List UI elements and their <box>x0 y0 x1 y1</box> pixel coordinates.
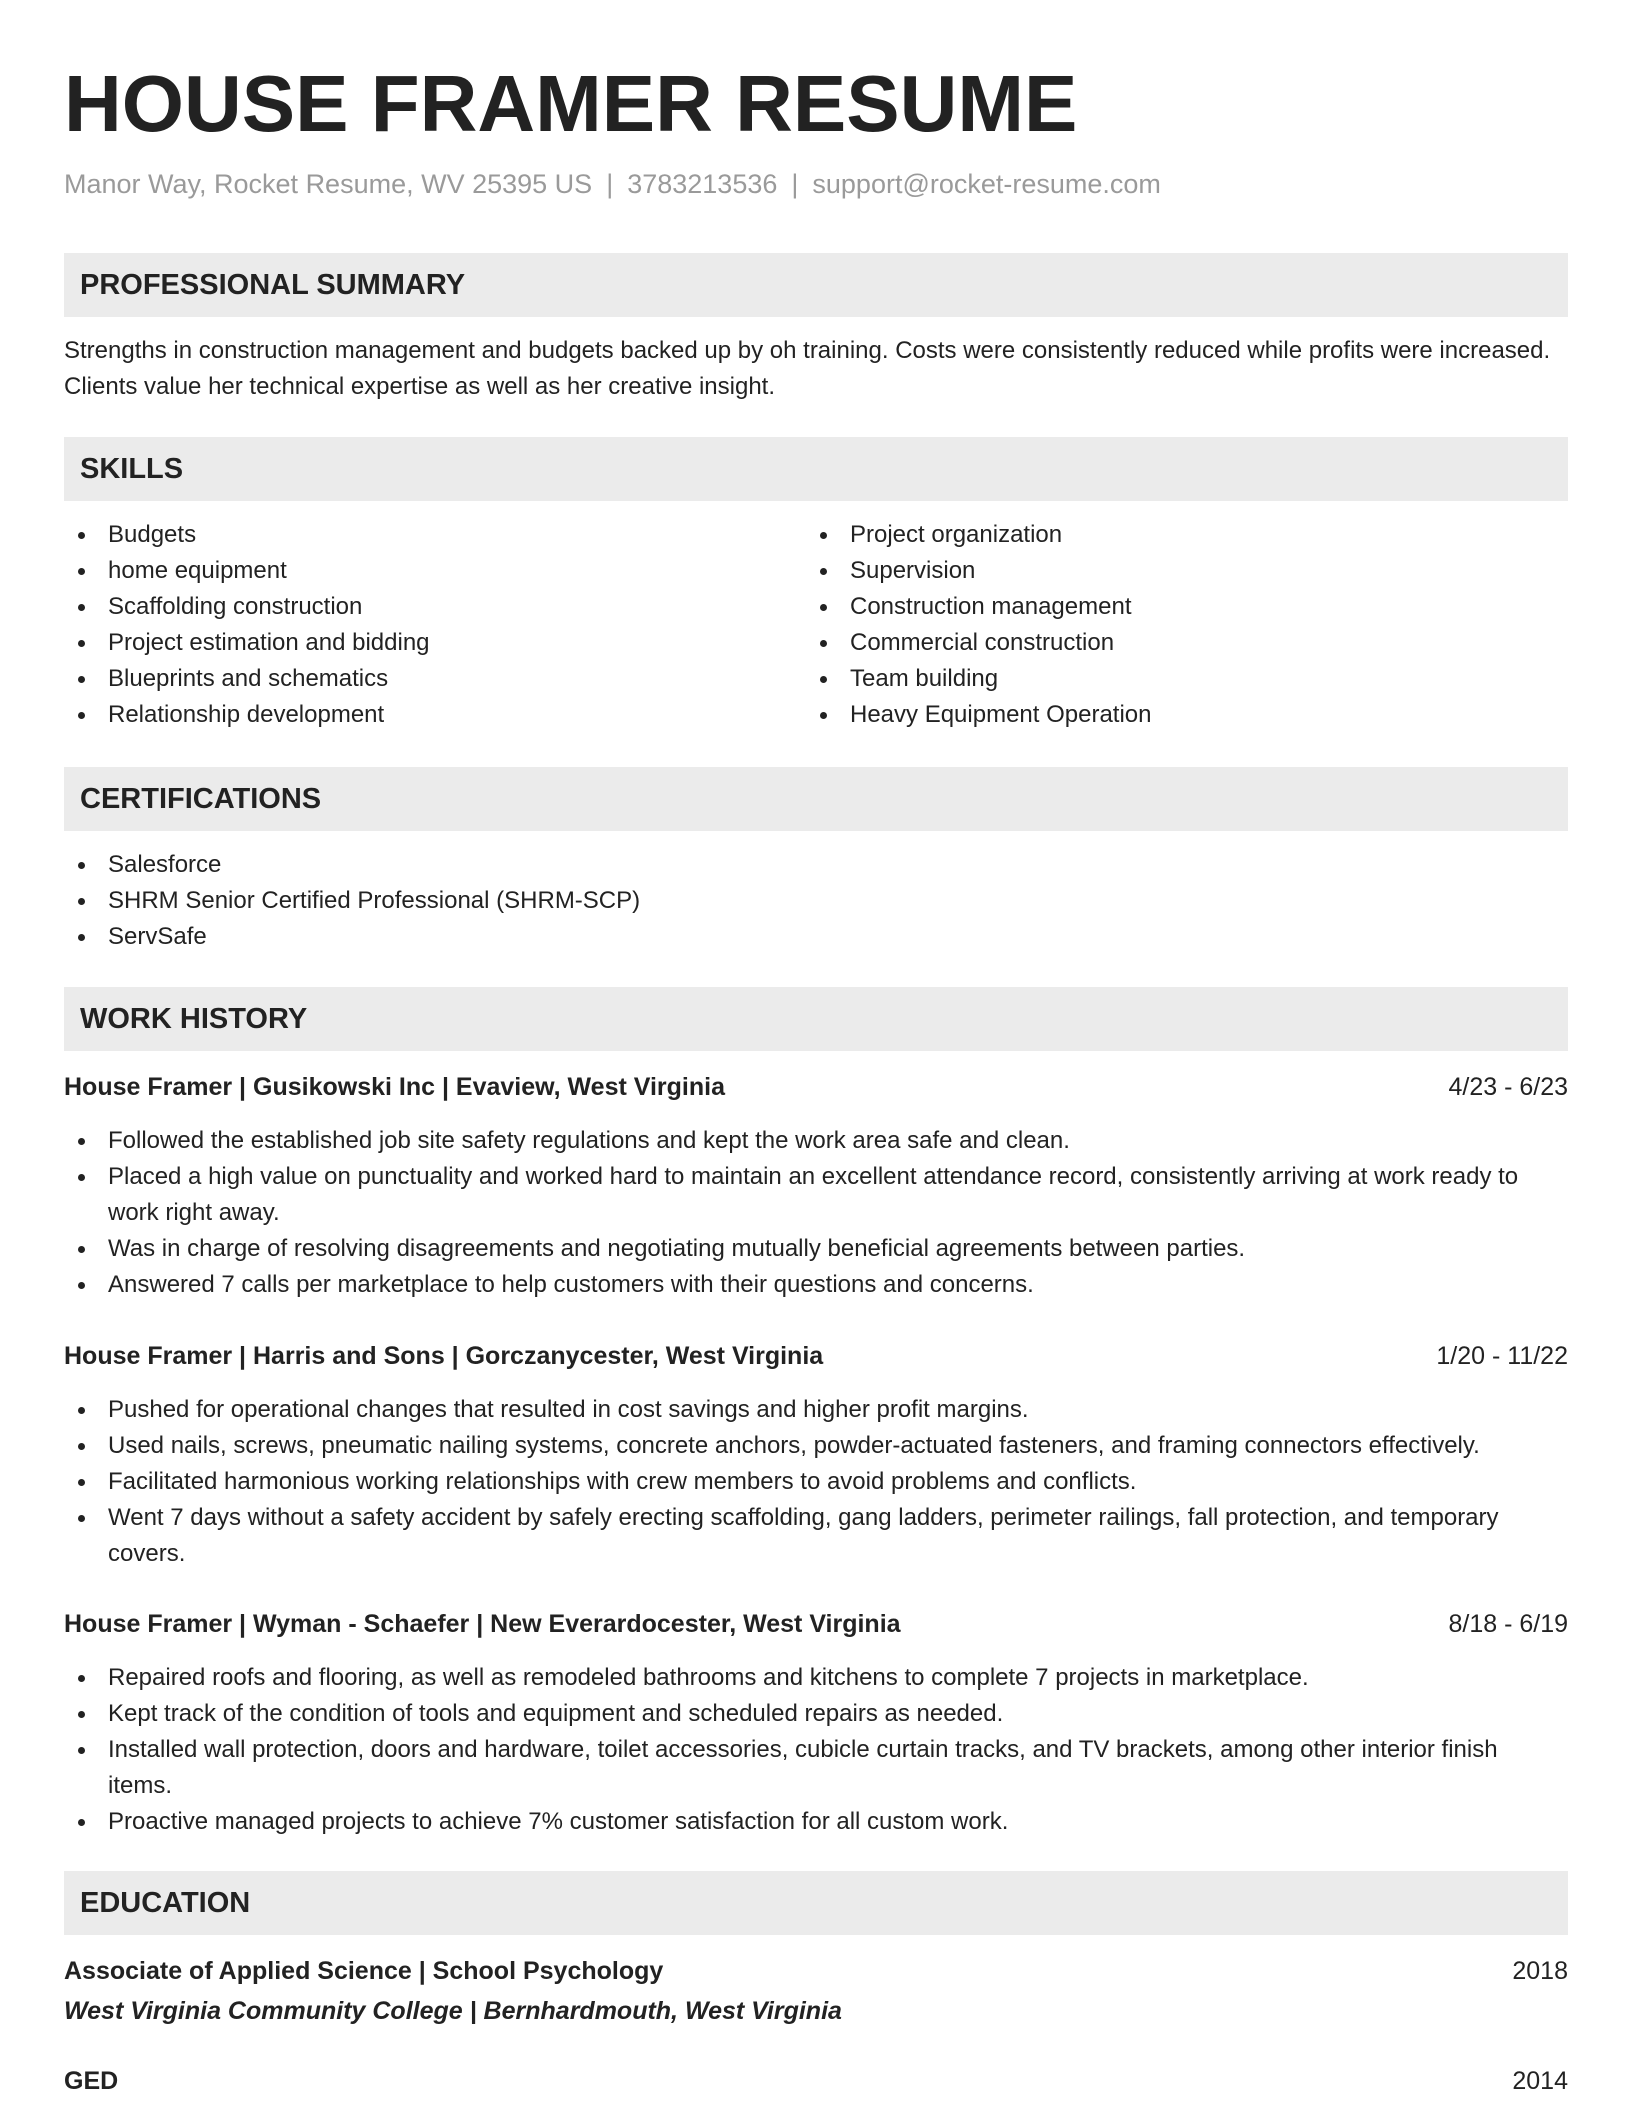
contact-separator: | <box>791 169 799 199</box>
job-bullet: Went 7 days without a safety accident by safely erecting scaffolding, gang ladders, perimeter railings, fall protection, and temporary covers. <box>64 1500 1568 1572</box>
skills-list-left <box>64 517 804 733</box>
education-year: 2014 <box>1512 2067 1568 2095</box>
job-bullet: Facilitated harmonious working relationships with crew members to avoid problems and conflicts. <box>64 1464 1568 1500</box>
job-bullet: Proactive managed projects to achieve 7% customer satisfaction for all custom work. <box>64 1804 1568 1840</box>
skill-item: Scaffolding construction <box>64 589 804 625</box>
section-title: CERTIFICATIONS <box>80 783 322 815</box>
job-bullet: Installed wall protection, doors and hardware, toilet accessories, cubicle curtain tracks, and TV brackets, among other interior finish items. <box>64 1732 1568 1804</box>
section-header-skills <box>64 437 1568 501</box>
job-bullets <box>64 1392 1568 1572</box>
education-year: 2018 <box>1512 1957 1568 1985</box>
skill-item: Construction management <box>806 589 1566 625</box>
job-bullets <box>64 1123 1568 1303</box>
certification-item: Salesforce <box>64 847 1568 883</box>
job-dates: 4/23 - 6/23 <box>1448 1073 1568 1101</box>
job-bullet: Pushed for operational changes that resulted in cost savings and higher profit margins. <box>64 1392 1568 1428</box>
job-title: House Framer | Harris and Sons | Gorczanycester, West Virginia <box>64 1342 824 1370</box>
certification-item: ServSafe <box>64 919 1568 955</box>
job-header <box>64 1338 1568 1374</box>
skill-item: Commercial construction <box>806 625 1566 661</box>
job-title: House Framer | Wyman - Schaefer | New Everardocester, West Virginia <box>64 1610 901 1638</box>
job-title: House Framer | Gusikowski Inc | Evaview, West Virginia <box>64 1073 725 1101</box>
job-bullet: Used nails, screws, pneumatic nailing systems, concrete anchors, powder-actuated fasteners, and framing connectors effectively. <box>64 1428 1568 1464</box>
contact-phone: 3783213536 <box>627 169 778 199</box>
contact-separator: | <box>606 169 614 199</box>
skill-item: Project estimation and bidding <box>64 625 804 661</box>
job-bullet: Was in charge of resolving disagreements and negotiating mutually beneficial agreements between parties. <box>64 1231 1568 1267</box>
skill-item: Relationship development <box>64 697 804 733</box>
summary-text: Strengths in construction management and budgets backed up by oh training. Costs were consistently reduced while profits were increased. Clients value her technical expertise as well as her creative insight. <box>64 337 1551 400</box>
contact-line <box>64 166 1161 202</box>
skill-item: Budgets <box>64 517 804 553</box>
section-header-certifications <box>64 767 1568 831</box>
job-bullet: Answered 7 calls per marketplace to help customers with their questions and concerns. <box>64 1267 1568 1303</box>
section-title: SKILLS <box>80 453 184 485</box>
section-header-education <box>64 1871 1568 1935</box>
education-header <box>64 2063 1568 2099</box>
job-header <box>64 1069 1568 1105</box>
section-header-summary <box>64 253 1568 317</box>
skill-item: Supervision <box>806 553 1566 589</box>
job-dates: 1/20 - 11/22 <box>1436 1342 1568 1370</box>
contact-address: Manor Way, Rocket Resume, WV 25395 US <box>64 169 593 199</box>
skill-item: home equipment <box>64 553 804 589</box>
job-bullet: Repaired roofs and flooring, as well as remodeled bathrooms and kitchens to complete 7 projects in marketplace. <box>64 1660 1568 1696</box>
skill-item: Project organization <box>806 517 1566 553</box>
education-degree: Associate of Applied Science | School Psychology <box>64 1957 664 1985</box>
education-degree: GED <box>64 2067 119 2095</box>
section-title: WORK HISTORY <box>80 1003 308 1035</box>
section-header-work-history <box>64 987 1568 1051</box>
job-bullet: Placed a high value on punctuality and worked hard to maintain an excellent attendance record, consistently arriving at work ready to work right away. <box>64 1159 1568 1231</box>
contact-email: support@rocket-resume.com <box>812 169 1161 199</box>
section-title: PROFESSIONAL SUMMARY <box>80 269 466 301</box>
job-bullets <box>64 1660 1568 1840</box>
job-header <box>64 1606 1568 1642</box>
job-bullet: Kept track of the condition of tools and equipment and scheduled repairs as needed. <box>64 1696 1568 1732</box>
section-title: EDUCATION <box>80 1887 251 1919</box>
skill-item: Heavy Equipment Operation <box>806 697 1566 733</box>
job-bullet: Followed the established job site safety regulations and kept the work area safe and clean. <box>64 1123 1568 1159</box>
skill-item: Team building <box>806 661 1566 697</box>
certifications-list <box>64 847 1568 955</box>
job-dates: 8/18 - 6/19 <box>1448 1610 1568 1638</box>
skill-item: Blueprints and schematics <box>64 661 804 697</box>
education-school: West Virginia Community College | Bernhardmouth, West Virginia <box>64 1997 842 2025</box>
education-header <box>64 1953 1568 1989</box>
certification-item: SHRM Senior Certified Professional (SHRM-SCP) <box>64 883 1568 919</box>
skills-list-right <box>806 517 1566 733</box>
resume-title: HOUSE FRAMER RESUME <box>64 59 1078 148</box>
